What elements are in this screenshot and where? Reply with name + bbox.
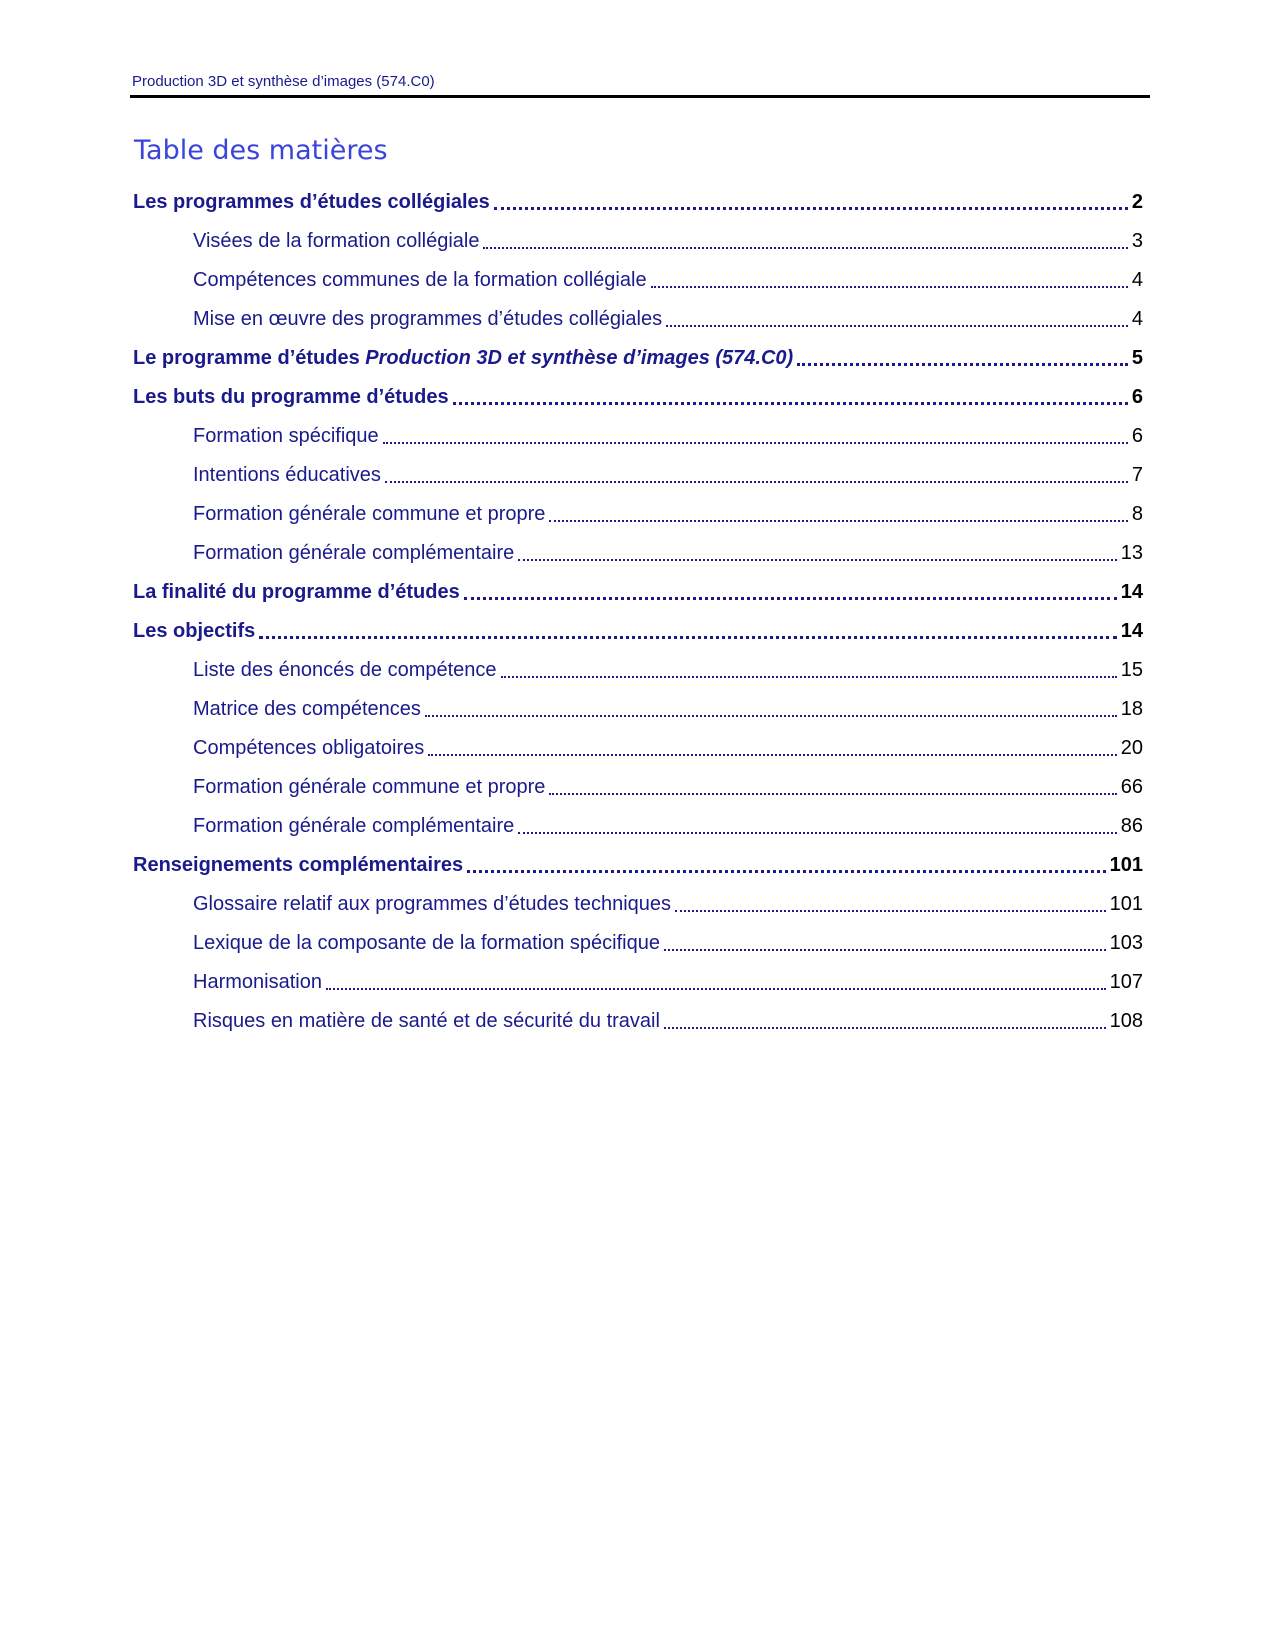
toc-entry-label-text: Formation spécifique xyxy=(193,425,379,447)
toc-page-number: 8 xyxy=(1131,503,1143,525)
toc-entry-label-text: Le programme d’études xyxy=(133,347,366,369)
dot-leader xyxy=(797,343,1128,366)
toc-entry-label-text: La finalité du programme d’études xyxy=(133,581,460,603)
toc-entry-label-text: Formation générale complémentaire xyxy=(193,815,515,837)
toc-entry-label-text: Compétences obligatoires xyxy=(193,737,425,759)
toc-page-number: 86 xyxy=(1120,815,1143,837)
toc-page-number: 108 xyxy=(1109,1010,1143,1032)
toc-entry-label xyxy=(193,893,671,916)
toc-entry[interactable] xyxy=(133,456,1143,495)
toc-entry-label xyxy=(193,425,379,448)
toc-entry[interactable] xyxy=(133,573,1143,612)
toc-entry-label-text: Risques en matière de santé et de sécurité du travail xyxy=(193,1010,660,1032)
toc-entry[interactable] xyxy=(133,339,1143,378)
toc-entry-label-text: Les objectifs xyxy=(133,620,256,642)
dot-leader xyxy=(501,656,1117,678)
toc-entry-label-text: Formation générale commune et propre xyxy=(193,503,546,525)
dot-leader xyxy=(518,539,1116,561)
toc-page-number: 20 xyxy=(1120,737,1143,759)
toc-page-number: 6 xyxy=(1131,386,1143,408)
toc-entry-label-text: Les buts du programme d’études xyxy=(133,386,449,408)
dot-leader xyxy=(651,266,1128,288)
toc-page-number: 15 xyxy=(1120,659,1143,681)
toc-entry-label-italic: Production 3D et synthèse d’images (574.C0) xyxy=(365,347,794,369)
toc-page-number: 66 xyxy=(1120,776,1143,798)
toc-entry[interactable] xyxy=(133,612,1143,651)
toc-entry-label xyxy=(133,581,460,604)
toc-page-number: 101 xyxy=(1109,854,1143,876)
toc-entry[interactable] xyxy=(133,534,1143,573)
toc-entry[interactable] xyxy=(133,300,1143,339)
toc-entry[interactable] xyxy=(133,846,1143,885)
toc-entry[interactable] xyxy=(133,807,1143,846)
toc-entry-label-text: Intentions éducatives xyxy=(193,464,381,486)
toc-entry[interactable] xyxy=(133,222,1143,261)
toc-page-number: 14 xyxy=(1120,581,1143,603)
toc-entry-label-text: Renseignements complémentaires xyxy=(133,854,464,876)
toc-page-number: 18 xyxy=(1120,698,1143,720)
toc-entry-label-text: Glossaire relatif aux programmes d’études techniques xyxy=(193,893,672,915)
toc-page-number: 5 xyxy=(1131,347,1143,369)
dot-leader xyxy=(664,929,1106,951)
dot-leader xyxy=(453,382,1128,405)
toc-entry[interactable] xyxy=(133,183,1143,222)
header-rule xyxy=(130,95,1150,98)
dot-leader xyxy=(494,187,1128,210)
dot-leader xyxy=(383,422,1128,444)
toc-entry-label-text: Les programmes d’études collégiales xyxy=(133,191,490,213)
dot-leader xyxy=(518,812,1116,834)
dot-leader xyxy=(664,1007,1106,1029)
toc-entry-label-text: Harmonisation xyxy=(193,971,322,993)
toc-page-number: 4 xyxy=(1131,269,1143,291)
toc-page-number: 13 xyxy=(1120,542,1143,564)
toc-entry-label xyxy=(193,308,662,331)
toc-entry-label xyxy=(193,776,545,799)
toc-entry-label xyxy=(193,659,497,682)
toc-entry[interactable] xyxy=(133,768,1143,807)
toc-entry-label xyxy=(193,932,660,955)
toc-entry-label xyxy=(133,386,449,409)
toc-entry-label xyxy=(133,347,793,370)
toc-page-number: 7 xyxy=(1131,464,1143,486)
toc-page-number: 107 xyxy=(1109,971,1143,993)
toc-entry[interactable] xyxy=(133,495,1143,534)
dot-leader xyxy=(385,461,1128,483)
toc-entry[interactable] xyxy=(133,690,1143,729)
toc-entry-label-text: Lexique de la composante de la formation spécifique xyxy=(193,932,660,954)
toc-page-number: 101 xyxy=(1109,893,1143,915)
toc-entry-label-text: Formation générale complémentaire xyxy=(193,542,515,564)
toc-page-number: 6 xyxy=(1131,425,1143,447)
toc-entry-label xyxy=(133,620,255,643)
toc-entry-label xyxy=(193,1010,660,1033)
toc-entry-label-text: Liste des énoncés de compétence xyxy=(193,659,497,681)
dot-leader xyxy=(464,577,1117,600)
toc-page-number: 3 xyxy=(1131,230,1143,252)
toc-entry-label xyxy=(193,503,545,526)
toc-entry[interactable] xyxy=(133,729,1143,768)
toc-entry-label-text: Compétences communes de la formation collégiale xyxy=(193,269,647,291)
dot-leader xyxy=(428,734,1117,756)
toc-entry[interactable] xyxy=(133,261,1143,300)
running-header: Production 3D et synthèse d’images (574.C0) xyxy=(132,73,435,90)
dot-leader xyxy=(675,890,1106,912)
toc-entry-label xyxy=(193,971,322,994)
table-of-contents xyxy=(133,183,1143,1041)
toc-entry[interactable] xyxy=(133,885,1143,924)
dot-leader xyxy=(326,968,1106,990)
toc-entry-label xyxy=(193,815,514,838)
toc-entry-label xyxy=(193,230,479,253)
dot-leader xyxy=(483,227,1127,249)
dot-leader xyxy=(549,500,1127,522)
toc-entry-label-text: Matrice des compétences xyxy=(193,698,421,720)
toc-entry-label xyxy=(133,854,463,877)
toc-entry-label xyxy=(193,737,424,760)
toc-page-number: 103 xyxy=(1109,932,1143,954)
toc-entry[interactable] xyxy=(133,924,1143,963)
toc-entry[interactable] xyxy=(133,651,1143,690)
toc-entry-label xyxy=(133,191,490,214)
dot-leader xyxy=(425,695,1117,717)
toc-entry[interactable] xyxy=(133,417,1143,456)
toc-entry[interactable] xyxy=(133,1002,1143,1041)
toc-entry-label-text: Mise en œuvre des programmes d’études collégiales xyxy=(193,308,663,330)
toc-page-number: 4 xyxy=(1131,308,1143,330)
toc-entry-label-text: Visées de la formation collégiale xyxy=(193,230,480,252)
dot-leader xyxy=(259,616,1116,639)
toc-page-number: 2 xyxy=(1131,191,1143,213)
toc-title: Table des matières xyxy=(134,135,388,166)
dot-leader xyxy=(549,773,1116,795)
toc-entry-label xyxy=(193,464,381,487)
toc-entry[interactable] xyxy=(133,378,1143,417)
toc-entry-label xyxy=(193,542,514,565)
toc-entry-label xyxy=(193,269,647,292)
toc-page-number: 14 xyxy=(1120,620,1143,642)
dot-leader xyxy=(666,305,1128,327)
toc-entry[interactable] xyxy=(133,963,1143,1002)
toc-entry-label xyxy=(193,698,421,721)
dot-leader xyxy=(467,850,1106,873)
toc-entry-label-text: Formation générale commune et propre xyxy=(193,776,546,798)
